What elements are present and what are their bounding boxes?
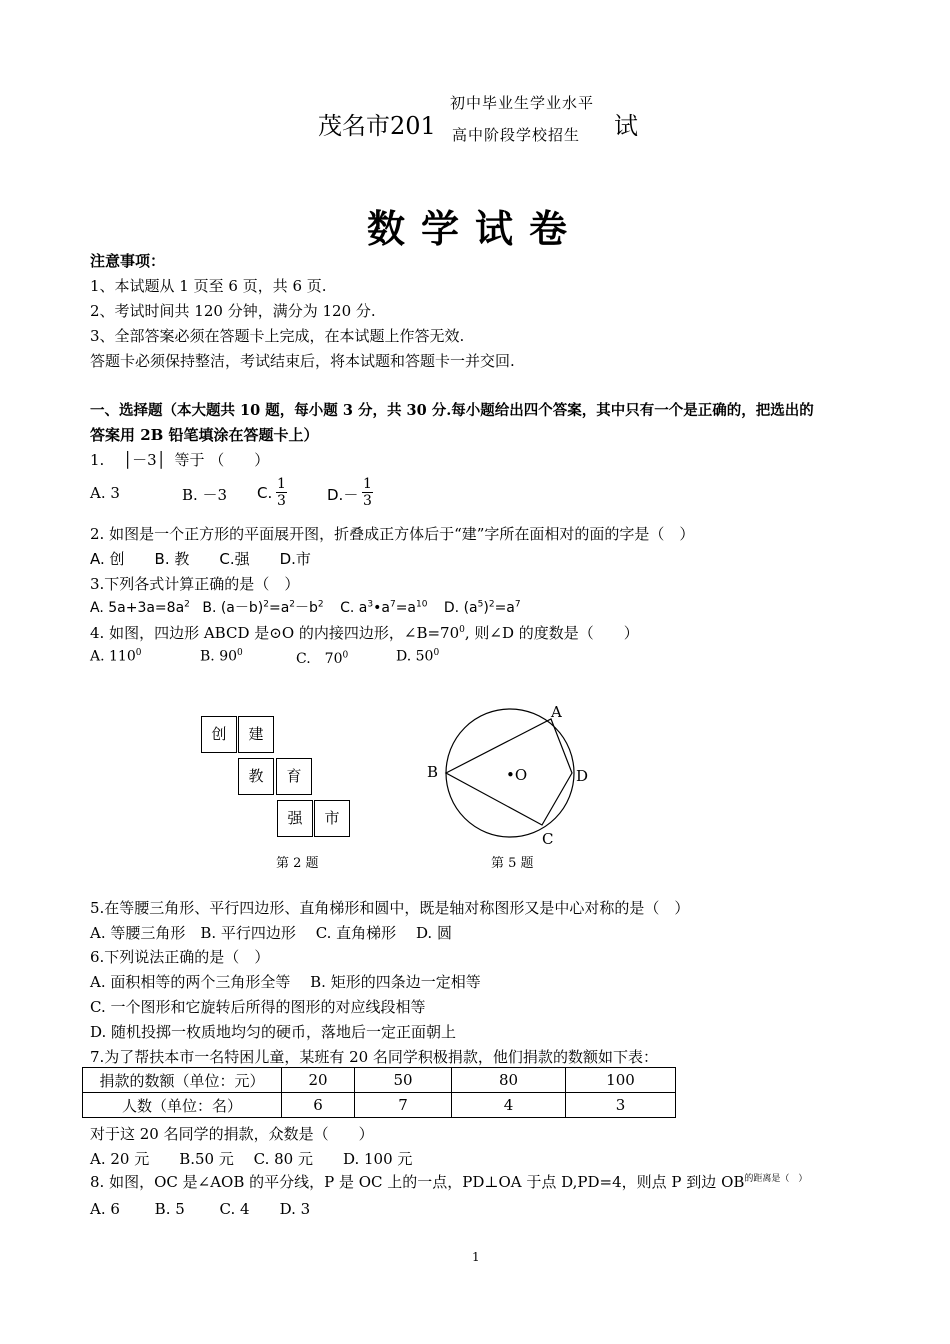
label-o: •O <box>506 766 528 784</box>
overlay-line-2: 高中阶段学校招生 <box>452 126 581 144</box>
note-item-2: 2、考试时间共 120 分钟，满分为 120 分. <box>90 302 376 320</box>
q4-option-a <box>90 648 141 665</box>
header-overlay <box>446 92 614 148</box>
q1-frac-den-c: 3 <box>277 493 286 509</box>
label-a: A <box>551 703 562 721</box>
q3-stem: 3.下列各式计算正确的是（ ） <box>90 575 300 593</box>
q1-frac-num-d: 1 <box>363 476 372 492</box>
table-cell: 6 <box>282 1093 355 1118</box>
table-cell: 捐款的数额（单位：元） <box>83 1068 282 1093</box>
q4-option-d <box>396 648 439 665</box>
table-cell: 80 <box>452 1068 566 1093</box>
q8-stem-tail: 的距离是（ ） <box>744 1174 808 1184</box>
q3-d2: ) <box>483 600 489 616</box>
table-cell: 人数（单位：名） <box>83 1093 282 1118</box>
q4-d: D. 50 <box>396 648 434 665</box>
label-d: D <box>576 767 589 785</box>
q4-stem-sup: 0 <box>459 625 465 635</box>
q3-b-sup3: 2 <box>317 599 324 610</box>
q3-a-sup: 2 <box>184 599 190 610</box>
note-item-4: 答题卡必须保持整洁，考试结束后，将本试题和答题卡一并交回. <box>90 352 515 370</box>
table-cell: 7 <box>355 1093 452 1118</box>
q7-followup: 对于这 20 名同学的捐款，众数是（ ） <box>90 1125 374 1143</box>
q8-stem <box>90 1171 807 1192</box>
net-cell-yu: 育 <box>276 758 312 795</box>
q6-option-c: C. 一个图形和它旋转后所得的图形的对应线段相等 <box>90 998 426 1016</box>
table-cell: 50 <box>355 1068 452 1093</box>
q4-c: C. 70 <box>296 651 343 667</box>
q1-fraction-d <box>362 476 373 509</box>
net-cell-jian: 建 <box>238 716 274 753</box>
table-cell: 3 <box>566 1093 676 1118</box>
q1-option-b: B. －3 <box>182 486 228 504</box>
q7-options: A. 20 元 B.50 元 C. 80 元 D. 100 元 <box>90 1150 413 1168</box>
title-right: 试 <box>614 112 638 140</box>
q8-stem-main: 8. 如图，OC 是∠AOB 的平分线，P 是 OC 上的一点，PD⊥OA 于点 D,PD=4，则点 P 到边 OB <box>90 1173 745 1191</box>
q3-c2: •a <box>373 600 390 616</box>
net-cell-jiao: 教 <box>238 758 274 795</box>
q1-option-d: D.－ <box>327 486 359 504</box>
q2-stem: 2. 如图是一个正方形的平面展开图，折叠成正方体后于“建”字所在面相对的面的字是（ ） <box>90 525 695 543</box>
q4-stem-post: , 则∠D 的度数是（ ） <box>464 624 639 642</box>
main-title: 数学试卷 <box>366 206 583 251</box>
label-c: C <box>542 830 554 848</box>
q3-d-sup2: 2 <box>488 599 495 610</box>
notes-heading: 注意事项： <box>90 252 166 270</box>
q3-d-sup3: 7 <box>514 599 521 610</box>
q3-d-sup1: 5 <box>477 599 484 610</box>
table-cell: 4 <box>452 1093 566 1118</box>
q3-b-sup2: 2 <box>289 599 296 610</box>
q3-c-sup2: 7 <box>389 599 396 610</box>
q3-d3: =a <box>494 600 515 616</box>
title-left: 茂名市201 <box>318 112 436 140</box>
label-b: B <box>427 763 439 781</box>
q1-number: 1. <box>90 451 105 469</box>
q1-option-c: C. <box>257 484 273 502</box>
net-cell-chuang: 创 <box>201 716 237 753</box>
q4-c-deg: 0 <box>342 650 349 661</box>
q4-option-c <box>296 648 348 668</box>
donation-table <box>82 1067 676 1118</box>
q5-stem: 5.在等腰三角形、平行四边形、直角梯形和圆中，既是轴对称图形又是中心对称的是（ ） <box>90 899 690 917</box>
q3-d1: D. (a <box>443 600 478 616</box>
q1-fraction-c <box>276 476 287 509</box>
q3-c-sup3: 10 <box>416 599 428 610</box>
net-cell-shi: 市 <box>314 800 350 837</box>
figure2-caption: 第 2 题 <box>276 856 319 871</box>
table-row <box>83 1093 676 1118</box>
q1-frac-num-c: 1 <box>277 476 286 492</box>
q3-b-sup1: 2 <box>263 599 269 610</box>
q4-b: B. 90 <box>200 648 238 665</box>
net-cell-qiang: 强 <box>277 800 313 837</box>
q4-a-deg: 0 <box>135 648 142 658</box>
q1-abs-expr: │－3│ <box>123 451 166 469</box>
table-cell: 100 <box>566 1068 676 1093</box>
note-item-3: 3、全部答案必须在答题卡上完成，在本试题上作答无效. <box>90 327 465 345</box>
q5-options: A. 等腰三角形 B. 平行四边形 C. 直角梯形 D. 圆 <box>90 924 452 942</box>
q6-option-d: D. 随机投掷一枚质地均匀的硬币，落地后一定正面朝上 <box>90 1023 457 1041</box>
q3-b2: =a <box>268 600 290 616</box>
q2-options: A. 创 B. 教 C.强 D.市 <box>90 550 311 568</box>
q1-option-a: A. 3 <box>90 484 120 502</box>
q4-d-deg: 0 <box>433 648 440 658</box>
table-row <box>83 1068 676 1093</box>
q4-b-deg: 0 <box>237 648 243 658</box>
q3-c3: =a <box>395 600 416 616</box>
q6-option-ab: A. 面积相等的两个三角形全等 B. 矩形的四条边一定相等 <box>90 973 481 991</box>
q3-b3: －b <box>295 600 318 616</box>
q3-b1: B. (a－b) <box>202 600 264 616</box>
q4-stem-pre: 4. 如图，四边形 ABCD 是⊙O 的内接四边形，∠B=70 <box>90 624 460 642</box>
page-number: 1 <box>472 1250 480 1264</box>
q6-stem: 6.下列说法正确的是（ ） <box>90 948 270 966</box>
section1-line2: 答案用 2B 铅笔填涂在答题卡上） <box>90 426 319 444</box>
q7-stem: 7.为了帮扶本市一名特困儿童，某班有 20 名同学积极捐款，他们捐款的数额如下表： <box>90 1048 658 1066</box>
q3-a: A. 5a+3a=8a <box>90 600 185 616</box>
q3-options <box>90 597 521 617</box>
q8-options: A. 6 B. 5 C. 4 D. 3 <box>90 1200 311 1218</box>
section1-line1: 一、选择题（本大题共 10 题，每小题 3 分，共 30 分.每小题给出四个答案，其中只有一个是正确的，把选出的 <box>90 402 814 419</box>
q3-c1: C. a <box>340 600 368 616</box>
q1-stem <box>90 449 269 470</box>
q4-a: A. 110 <box>90 648 136 665</box>
note-item-1: 1、本试题从 1 页至 6 页，共 6 页. <box>90 277 327 295</box>
q3-c-sup1: 3 <box>367 599 374 610</box>
q4-option-b <box>200 648 243 665</box>
figure5-caption: 第 5 题 <box>491 856 534 871</box>
q1-frac-den-d: 3 <box>363 493 372 509</box>
table-cell: 20 <box>282 1068 355 1093</box>
q1-stem-post: 等于 （ ） <box>174 451 270 469</box>
overlay-line-1: 初中毕业生学业水平 <box>450 94 595 112</box>
q4-stem <box>90 622 639 643</box>
